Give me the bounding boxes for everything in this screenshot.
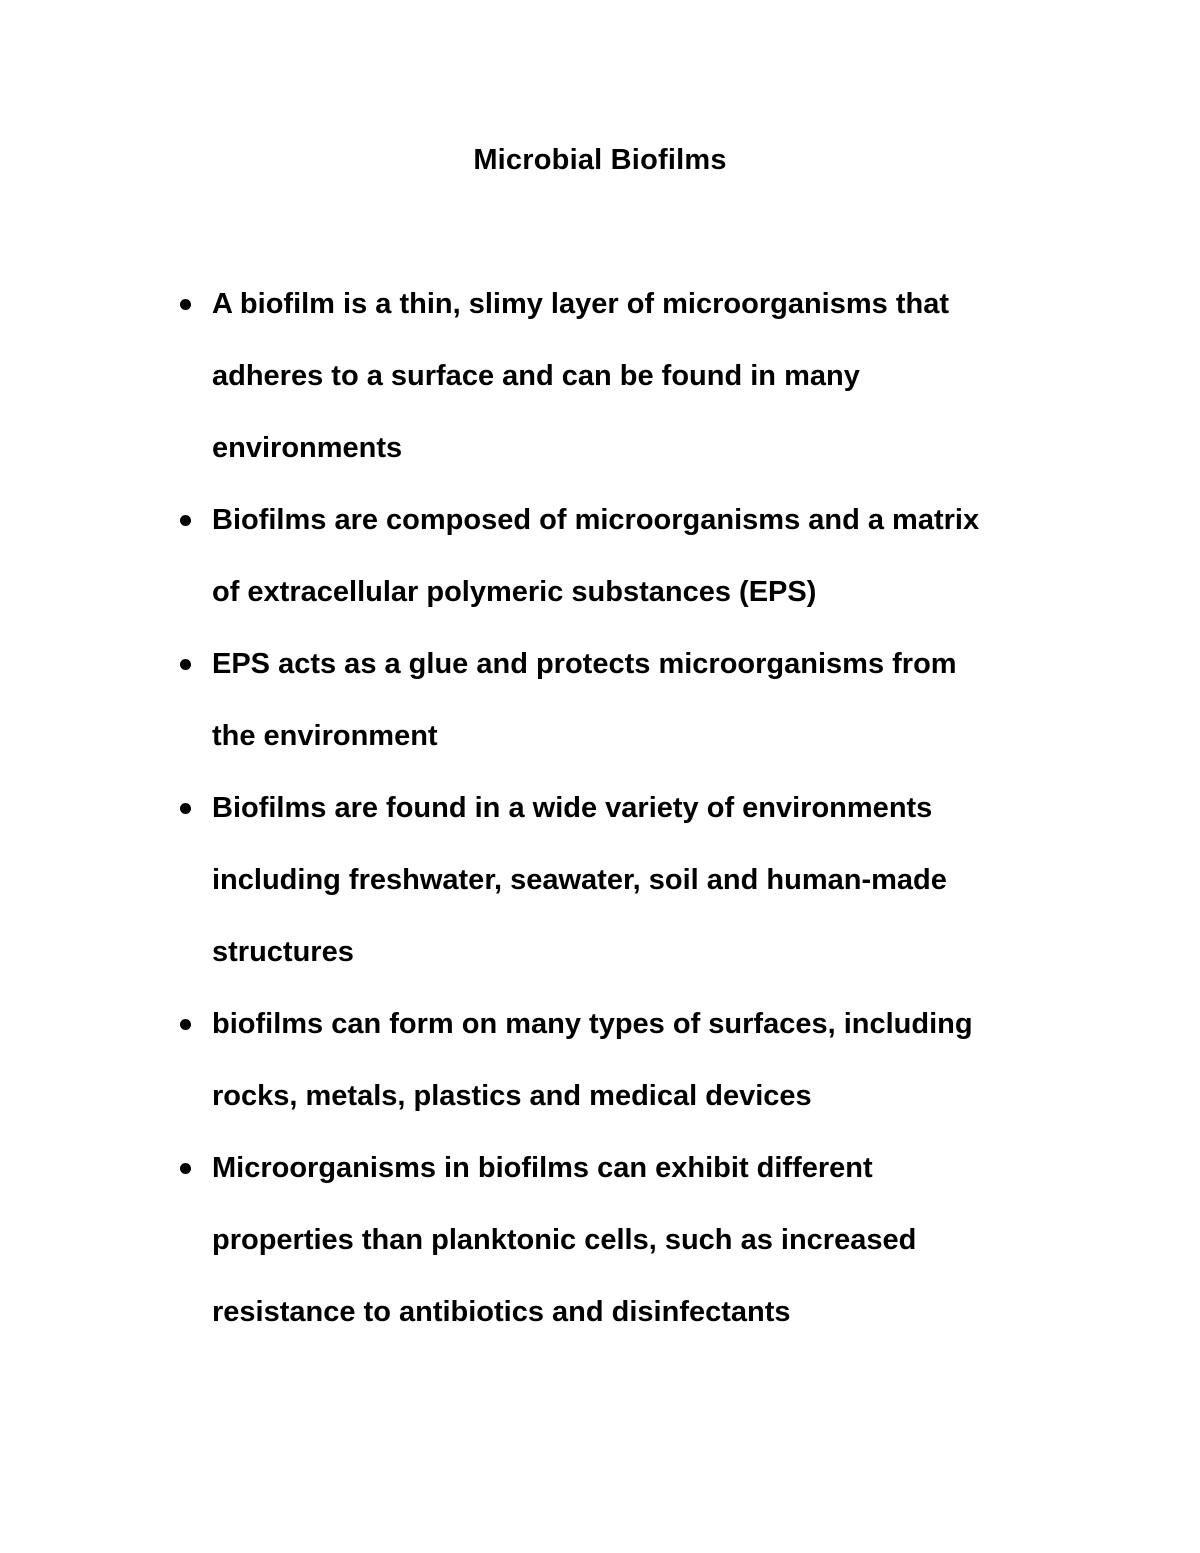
bullet-line: resistance to antibiotics and disinfectants — [212, 1296, 791, 1328]
bullet-point-icon — [180, 299, 191, 310]
bullet-line: EPS acts as a glue and protects microorganisms from — [212, 648, 957, 680]
document-title: Microbial Biofilms — [473, 144, 727, 176]
bullet-item — [212, 1132, 1072, 1348]
bullet-line: Biofilms are composed of microorganisms and a matrix — [212, 504, 980, 536]
bullet-line: properties than planktonic cells, such as increased — [212, 1224, 917, 1256]
bullet-line: the environment — [212, 720, 438, 752]
bullet-line: rocks, metals, plastics and medical devices — [212, 1080, 812, 1112]
bullet-list — [212, 268, 1072, 1348]
bullet-item — [212, 268, 1072, 484]
bullet-point-icon — [180, 659, 191, 670]
bullet-line: A biofilm is a thin, slimy layer of microorganisms that — [212, 288, 949, 320]
bullet-item — [212, 988, 1072, 1132]
bullet-point-icon — [180, 1163, 191, 1174]
bullet-item — [212, 628, 1072, 772]
bullet-line: structures — [212, 936, 354, 968]
bullet-line: including freshwater, seawater, soil and human-made — [212, 864, 947, 896]
bullet-item — [212, 772, 1072, 988]
bullet-line: biofilms can form on many types of surfaces, including — [212, 1008, 973, 1040]
bullet-point-icon — [180, 803, 191, 814]
bullet-line: environments — [212, 432, 403, 464]
bullet-item — [212, 484, 1072, 628]
bullet-point-icon — [180, 1019, 191, 1030]
bullet-line: Biofilms are found in a wide variety of environments — [212, 792, 933, 824]
bullet-line: Microorganisms in biofilms can exhibit different — [212, 1152, 873, 1184]
bullet-point-icon — [180, 515, 191, 526]
bullet-line: of extracellular polymeric substances (EPS) — [212, 576, 817, 608]
bullet-line: adheres to a surface and can be found in many — [212, 360, 860, 392]
